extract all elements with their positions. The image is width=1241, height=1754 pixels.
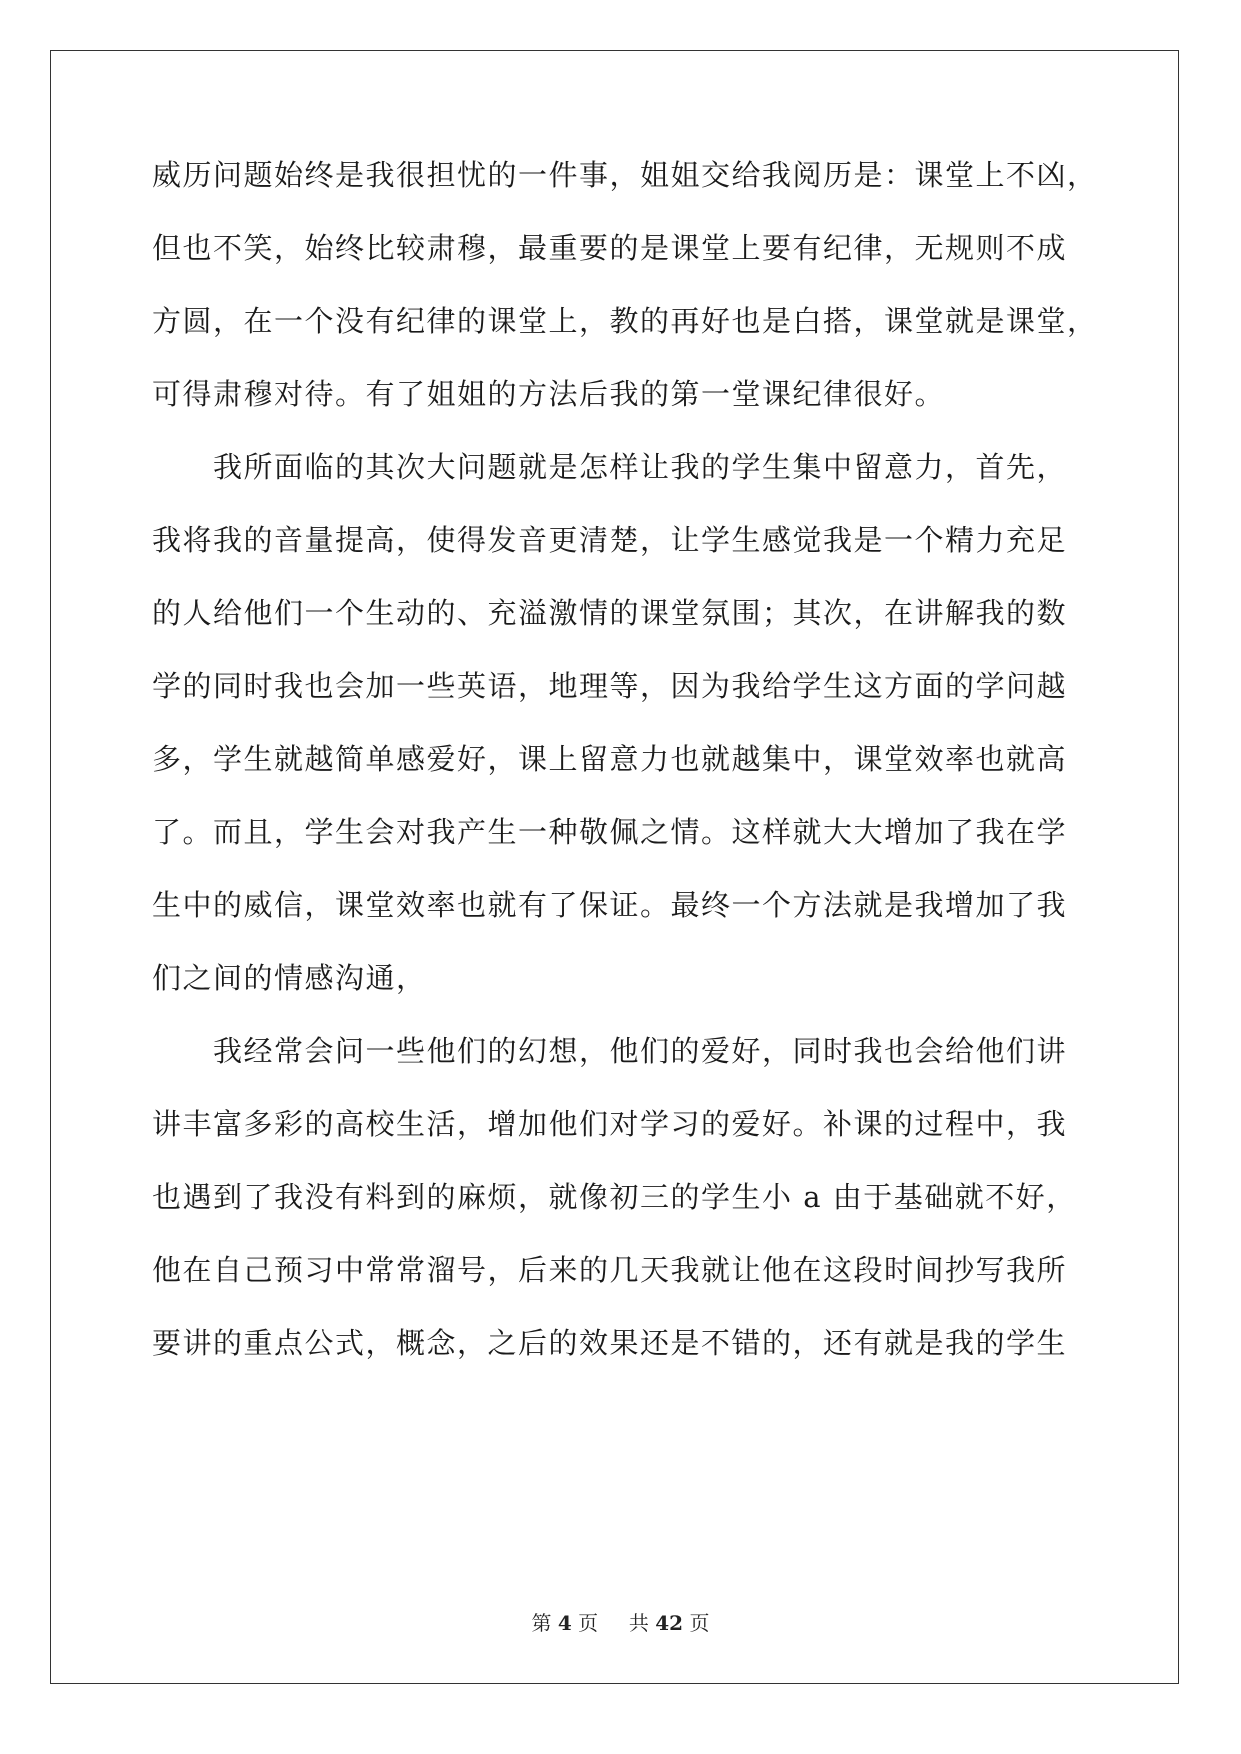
text-line: 讲丰富多彩的高校生活，增加他们对学习的爱好。补课的过程中，我 [152,1107,1068,1141]
text-line: 学的同时我也会加一些英语，地理等，因为我给学生这方面的学问越 [152,669,1068,703]
text-line: 但也不笑，始终比较肃穆，最重要的是课堂上要有纪律，无规则不成 [152,231,1068,265]
text-line: 我将我的音量提高，使得发音更清楚，让学生感觉我是一个精力充足 [152,523,1068,557]
text-line: 我经常会问一些他们的幻想，他们的爱好，同时我也会给他们讲 [152,1034,1068,1068]
text-line: 多，学生就越简单感爱好，课上留意力也就越集中，课堂效率也就高 [152,742,1068,776]
text-line: 了。而且，学生会对我产生一种敬佩之情。这样就大大增加了我在学 [152,815,1068,849]
page-total: 42 [655,1611,684,1635]
total-prefix: 共 [628,1611,649,1635]
page-current: 4 [557,1611,572,1635]
page-suffix: 页 [578,1611,599,1635]
text-line: 威历问题始终是我很担忧的一件事，姐姐交给我阅历是：课堂上不凶， [152,158,1098,192]
text-line: 我所面临的其次大问题就是怎样让我的学生集中留意力，首先， [152,450,1068,484]
text-line: 可得肃穆对待。有了姐姐的方法后我的第一堂课纪律很好。 [152,377,946,411]
text-line: 的人给他们一个生动的、充溢激情的课堂氛围；其次，在讲解我的数 [152,596,1068,630]
page-prefix: 第 [531,1611,552,1635]
text-line: 方圆，在一个没有纪律的课堂上，教的再好也是白搭，课堂就是课堂， [152,304,1098,338]
page-footer [0,1610,1241,1636]
total-suffix: 页 [689,1611,710,1635]
text-line: 也遇到了我没有料到的麻烦，就像初三的学生小 a 由于基础就不好， [152,1180,1077,1214]
text-line: 他在自己预习中常常溜号，后来的几天我就让他在这段时间抄写我所 [152,1253,1068,1287]
text-line: 要讲的重点公式，概念，之后的效果还是不错的，还有就是我的学生 [152,1326,1068,1360]
text-line: 生中的威信，课堂效率也就有了保证。最终一个方法就是我增加了我 [152,888,1068,922]
page-border [50,50,1179,1684]
text-line: 们之间的情感沟通， [152,961,427,995]
